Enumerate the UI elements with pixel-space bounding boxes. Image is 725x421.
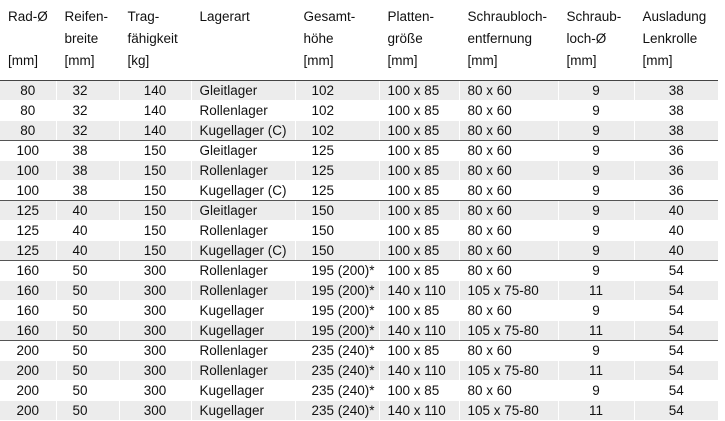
- cell-wheel-diameter: 200: [0, 381, 56, 401]
- cell-bolt-hole-spacing: 105 x 75-80: [459, 321, 558, 341]
- cell-bolt-hole-diameter: 11: [558, 281, 634, 301]
- cell-bearing-type: Rollenlager: [191, 101, 295, 121]
- cell-total-height: 235 (240)*: [295, 341, 379, 361]
- header-line1: Schraubloch-: [467, 9, 548, 24]
- header-unit: [mm]: [467, 53, 498, 68]
- cell-load-capacity: 150: [119, 221, 191, 241]
- header-total-height: [295, 0, 379, 81]
- cell-load-capacity: 300: [119, 341, 191, 361]
- cell-bolt-hole-diameter: 9: [558, 341, 634, 361]
- header-unit: [kg]: [127, 53, 150, 68]
- table-row: [0, 81, 718, 101]
- cell-bearing-type: Gleitlager: [191, 81, 295, 101]
- cell-plate-size: 140 x 110: [379, 321, 459, 341]
- cell-bearing-type: Kugellager: [191, 401, 295, 421]
- table-row: [0, 361, 718, 381]
- cell-load-capacity: 150: [119, 181, 191, 201]
- cell-swivel-offset: 40: [634, 221, 718, 241]
- cell-total-height: 102: [295, 101, 379, 121]
- cell-load-capacity: 300: [119, 301, 191, 321]
- cell-bolt-hole-diameter: 9: [558, 221, 634, 241]
- header-line2: loch-Ø: [566, 31, 607, 46]
- cell-tire-width: 50: [56, 381, 119, 401]
- table-row: [0, 241, 718, 261]
- cell-total-height: 150: [295, 201, 379, 221]
- cell-bearing-type: Rollenlager: [191, 161, 295, 181]
- cell-bearing-type: Rollenlager: [191, 341, 295, 361]
- cell-plate-size: 140 x 110: [379, 361, 459, 381]
- header-bearing-type: [191, 0, 295, 81]
- cell-load-capacity: 300: [119, 381, 191, 401]
- header-bolt-hole-spacing: [459, 0, 558, 81]
- cell-bolt-hole-diameter: 9: [558, 141, 634, 161]
- cell-swivel-offset: 40: [634, 241, 718, 261]
- cell-swivel-offset: 38: [634, 81, 718, 101]
- cell-load-capacity: 150: [119, 201, 191, 221]
- cell-tire-width: 38: [56, 161, 119, 181]
- cell-total-height: 195 (200)*: [295, 281, 379, 301]
- cell-wheel-diameter: 160: [0, 261, 56, 281]
- cell-bolt-hole-spacing: 80 x 60: [459, 381, 558, 401]
- cell-plate-size: 100 x 85: [379, 241, 459, 261]
- cell-tire-width: 50: [56, 301, 119, 321]
- cell-tire-width: 32: [56, 121, 119, 141]
- cell-plate-size: 100 x 85: [379, 141, 459, 161]
- cell-total-height: 102: [295, 121, 379, 141]
- cell-bearing-type: Kugellager: [191, 301, 295, 321]
- cell-load-capacity: 140: [119, 121, 191, 141]
- cell-swivel-offset: 54: [634, 281, 718, 301]
- cell-bearing-type: Rollenlager: [191, 221, 295, 241]
- header-unit: [mm]: [642, 53, 673, 68]
- cell-load-capacity: 140: [119, 101, 191, 121]
- cell-bolt-hole-spacing: 80 x 60: [459, 141, 558, 161]
- header-load-capacity: [119, 0, 191, 81]
- cell-plate-size: 100 x 85: [379, 81, 459, 101]
- table-row: [0, 381, 718, 401]
- cell-bearing-type: Rollenlager: [191, 261, 295, 281]
- cell-tire-width: 32: [56, 101, 119, 121]
- cell-tire-width: 50: [56, 401, 119, 421]
- header-line1: Gesamt-: [303, 9, 356, 24]
- cell-plate-size: 100 x 85: [379, 181, 459, 201]
- cell-total-height: 235 (240)*: [295, 361, 379, 381]
- cell-total-height: 195 (200)*: [295, 301, 379, 321]
- header-wheel-diameter: [0, 0, 56, 81]
- cell-swivel-offset: 36: [634, 141, 718, 161]
- cell-wheel-diameter: 160: [0, 321, 56, 341]
- table-row: [0, 141, 718, 161]
- cell-swivel-offset: 54: [634, 381, 718, 401]
- cell-swivel-offset: 54: [634, 361, 718, 381]
- cell-bolt-hole-diameter: 9: [558, 181, 634, 201]
- cell-bolt-hole-spacing: 80 x 60: [459, 241, 558, 261]
- cell-swivel-offset: 54: [634, 261, 718, 281]
- header-line1: Rad-Ø: [8, 9, 48, 24]
- cell-total-height: 150: [295, 221, 379, 241]
- cell-wheel-diameter: 200: [0, 361, 56, 381]
- header-line2: breite: [64, 31, 99, 46]
- cell-plate-size: 140 x 110: [379, 401, 459, 421]
- cell-wheel-diameter: 100: [0, 181, 56, 201]
- header-unit: [mm]: [566, 53, 597, 68]
- cell-tire-width: 40: [56, 241, 119, 261]
- cell-tire-width: 50: [56, 361, 119, 381]
- cell-load-capacity: 300: [119, 261, 191, 281]
- header-line1: Reifen-: [64, 9, 109, 24]
- cell-load-capacity: 300: [119, 401, 191, 421]
- cell-plate-size: 100 x 85: [379, 301, 459, 321]
- cell-bolt-hole-diameter: 9: [558, 81, 634, 101]
- cell-bolt-hole-diameter: 9: [558, 161, 634, 181]
- cell-bearing-type: Rollenlager: [191, 281, 295, 301]
- table-body: [0, 81, 718, 421]
- table-header: [0, 0, 718, 81]
- header-row: [0, 0, 718, 81]
- cell-tire-width: 50: [56, 321, 119, 341]
- cell-bearing-type: Kugellager (C): [191, 121, 295, 141]
- cell-swivel-offset: 54: [634, 321, 718, 341]
- cell-load-capacity: 140: [119, 81, 191, 101]
- cell-plate-size: 100 x 85: [379, 381, 459, 401]
- cell-total-height: 235 (240)*: [295, 401, 379, 421]
- cell-total-height: 125: [295, 141, 379, 161]
- header-line1: Ausladung: [642, 9, 707, 24]
- header-unit: [mm]: [64, 53, 95, 68]
- cell-wheel-diameter: 125: [0, 201, 56, 221]
- header-line2: Lenkrolle: [642, 31, 698, 46]
- cell-wheel-diameter: 200: [0, 401, 56, 421]
- header-unit: [mm]: [8, 53, 38, 68]
- header-line1: Platten-: [387, 9, 435, 24]
- cell-bolt-hole-spacing: 80 x 60: [459, 101, 558, 121]
- cell-bolt-hole-spacing: 80 x 60: [459, 261, 558, 281]
- table-row: [0, 221, 718, 241]
- table-row: [0, 121, 718, 141]
- cell-wheel-diameter: 160: [0, 281, 56, 301]
- cell-bolt-hole-diameter: 11: [558, 361, 634, 381]
- table-row: [0, 281, 718, 301]
- cell-bolt-hole-diameter: 11: [558, 401, 634, 421]
- header-tire-width: [56, 0, 119, 81]
- table-row: [0, 301, 718, 321]
- cell-wheel-diameter: 125: [0, 241, 56, 261]
- cell-plate-size: 100 x 85: [379, 201, 459, 221]
- cell-bearing-type: Gleitlager: [191, 201, 295, 221]
- header-line2: entfernung: [467, 31, 533, 46]
- cell-bolt-hole-diameter: 9: [558, 101, 634, 121]
- cell-bearing-type: Rollenlager: [191, 361, 295, 381]
- cell-tire-width: 32: [56, 81, 119, 101]
- cell-load-capacity: 300: [119, 281, 191, 301]
- cell-bolt-hole-spacing: 105 x 75-80: [459, 401, 558, 421]
- cell-bearing-type: Kugellager (C): [191, 181, 295, 201]
- header-unit: [mm]: [303, 53, 334, 68]
- cell-tire-width: 50: [56, 261, 119, 281]
- cell-bolt-hole-diameter: 11: [558, 321, 634, 341]
- cell-plate-size: 100 x 85: [379, 221, 459, 241]
- table-row: [0, 321, 718, 341]
- cell-bolt-hole-spacing: 80 x 60: [459, 121, 558, 141]
- cell-wheel-diameter: 80: [0, 81, 56, 101]
- cell-swivel-offset: 36: [634, 181, 718, 201]
- cell-tire-width: 38: [56, 141, 119, 161]
- cell-total-height: 150: [295, 241, 379, 261]
- cell-wheel-diameter: 80: [0, 121, 56, 141]
- table-row: [0, 341, 718, 361]
- cell-bearing-type: Kugellager: [191, 381, 295, 401]
- cell-bolt-hole-diameter: 9: [558, 201, 634, 221]
- cell-bearing-type: Gleitlager: [191, 141, 295, 161]
- cell-wheel-diameter: 160: [0, 301, 56, 321]
- cell-wheel-diameter: 100: [0, 141, 56, 161]
- header-line1: Trag-: [127, 9, 160, 24]
- cell-bolt-hole-spacing: 105 x 75-80: [459, 361, 558, 381]
- cell-bolt-hole-spacing: 80 x 60: [459, 181, 558, 201]
- cell-bearing-type: Kugellager (C): [191, 241, 295, 261]
- cell-bolt-hole-spacing: 80 x 60: [459, 301, 558, 321]
- header-line1: Lagerart: [199, 9, 250, 24]
- cell-plate-size: 140 x 110: [379, 281, 459, 301]
- header-plate-size: [379, 0, 459, 81]
- cell-total-height: 102: [295, 81, 379, 101]
- cell-tire-width: 38: [56, 181, 119, 201]
- cell-bolt-hole-spacing: 80 x 60: [459, 221, 558, 241]
- cell-tire-width: 50: [56, 341, 119, 361]
- cell-swivel-offset: 36: [634, 161, 718, 181]
- cell-tire-width: 40: [56, 221, 119, 241]
- cell-bolt-hole-spacing: 105 x 75-80: [459, 281, 558, 301]
- header-line2: höhe: [303, 31, 334, 46]
- cell-swivel-offset: 54: [634, 341, 718, 361]
- cell-load-capacity: 150: [119, 141, 191, 161]
- cell-bearing-type: Kugellager: [191, 321, 295, 341]
- cell-load-capacity: 150: [119, 241, 191, 261]
- cell-total-height: 195 (200)*: [295, 321, 379, 341]
- cell-plate-size: 100 x 85: [379, 261, 459, 281]
- cell-load-capacity: 300: [119, 321, 191, 341]
- cell-bolt-hole-diameter: 9: [558, 381, 634, 401]
- cell-swivel-offset: 38: [634, 121, 718, 141]
- cell-plate-size: 100 x 85: [379, 161, 459, 181]
- table-row: [0, 101, 718, 121]
- header-line2: [200, 28, 295, 50]
- cell-tire-width: 40: [56, 201, 119, 221]
- cell-plate-size: 100 x 85: [379, 341, 459, 361]
- cell-bolt-hole-diameter: 9: [558, 241, 634, 261]
- header-bolt-hole-diameter: [558, 0, 634, 81]
- cell-wheel-diameter: 200: [0, 341, 56, 361]
- cell-bolt-hole-spacing: 80 x 60: [459, 201, 558, 221]
- header-unit: [200, 50, 295, 72]
- header-unit: [mm]: [387, 53, 418, 68]
- cell-bolt-hole-diameter: 9: [558, 261, 634, 281]
- cell-plate-size: 100 x 85: [379, 101, 459, 121]
- cell-tire-width: 50: [56, 281, 119, 301]
- cell-swivel-offset: 54: [634, 301, 718, 321]
- cell-bolt-hole-diameter: 9: [558, 301, 634, 321]
- header-line2: größe: [387, 31, 423, 46]
- table-row: [0, 201, 718, 221]
- header-swivel-offset: [634, 0, 718, 81]
- cell-bolt-hole-spacing: 80 x 60: [459, 161, 558, 181]
- cell-swivel-offset: 54: [634, 401, 718, 421]
- cell-total-height: 125: [295, 181, 379, 201]
- cell-load-capacity: 300: [119, 361, 191, 381]
- header-line1: Schraub-: [566, 9, 622, 24]
- header-line2: fähigkeit: [127, 31, 178, 46]
- table-row: [0, 181, 718, 201]
- cell-swivel-offset: 38: [634, 101, 718, 121]
- header-line2: [8, 28, 56, 50]
- cell-total-height: 195 (200)*: [295, 261, 379, 281]
- table-row: [0, 161, 718, 181]
- cell-wheel-diameter: 125: [0, 221, 56, 241]
- cell-plate-size: 100 x 85: [379, 121, 459, 141]
- cell-swivel-offset: 40: [634, 201, 718, 221]
- cell-total-height: 235 (240)*: [295, 381, 379, 401]
- cell-load-capacity: 150: [119, 161, 191, 181]
- cell-bolt-hole-spacing: 80 x 60: [459, 341, 558, 361]
- cell-total-height: 125: [295, 161, 379, 181]
- table-row: [0, 401, 718, 421]
- cell-bolt-hole-spacing: 80 x 60: [459, 81, 558, 101]
- cell-wheel-diameter: 100: [0, 161, 56, 181]
- table-row: [0, 261, 718, 281]
- cell-bolt-hole-diameter: 9: [558, 121, 634, 141]
- cell-wheel-diameter: 80: [0, 101, 56, 121]
